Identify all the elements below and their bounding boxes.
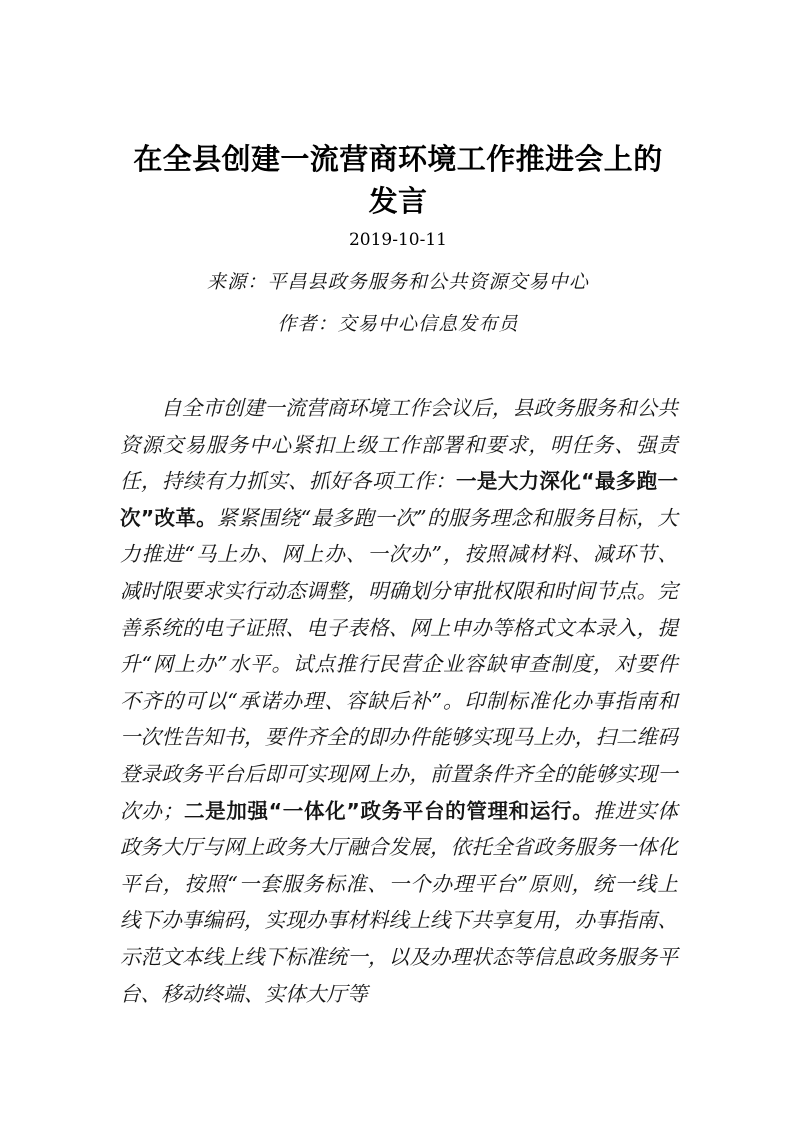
body-segment-5: 推进实体政务大厅与网上政务大厅融合发展，依托全省政务服务一体化平台，按照“一套服务标准、一个办理平台”原则，统一线上线下办事编码，实现办事材料线上线下共享复用，办事指南、示范文本线上线下标准统一，以及办理状态等信息政务服务平台、移动终端、实体大厅等 xyxy=(120,798,678,1006)
page-title-line-2: 发言 xyxy=(368,184,428,218)
body-segment-1: 自全市创建一流营商环境工作会议后，县政务服务和公共资源交易服务中心紧扣上级工作部署和要求，明任务、强责任，持续有力抓实、抓好各项工作： xyxy=(120,396,678,494)
author-line: 作者：交易中心信息发布员 xyxy=(277,313,519,335)
body-paragraph xyxy=(120,390,678,1012)
page-title xyxy=(120,138,676,222)
publish-date: 2019-10-11 xyxy=(348,230,447,250)
body-segment-2-emphasis: 一是大力深化“最多跑一次”改革。 xyxy=(120,469,678,530)
body-segment-4-emphasis: 二是加强“一体化”政务平台的管理和运行。 xyxy=(183,798,594,823)
page-title-line-1: 在全县创建一流营商环境工作推进会上的 xyxy=(133,142,663,176)
article-body xyxy=(120,390,678,1012)
body-segment-3: 紧紧围绕“最多跑一次”的服务理念和服务目标，大力推进“马上办、网上办、一次办”，按照减材料、减环节、减时限要求实行动态调整，明确划分审批权限和时间节点。完善系统的电子证照、电子表格、网上申办等格式文本录入，提升“网上办”水平。试点推行民营企业容缺审查制度，对要件不齐的可以“承诺办理、容缺后补”。印制标准化办事指南和一次性告知书，要件齐全的即办件能够实现马上办，扫二维码登录政务平台后即可实现网上办，前置条件齐全的能够实现一次办； xyxy=(120,505,678,823)
source-line: 来源：平昌县政务服务和公共资源交易中心 xyxy=(207,271,589,293)
